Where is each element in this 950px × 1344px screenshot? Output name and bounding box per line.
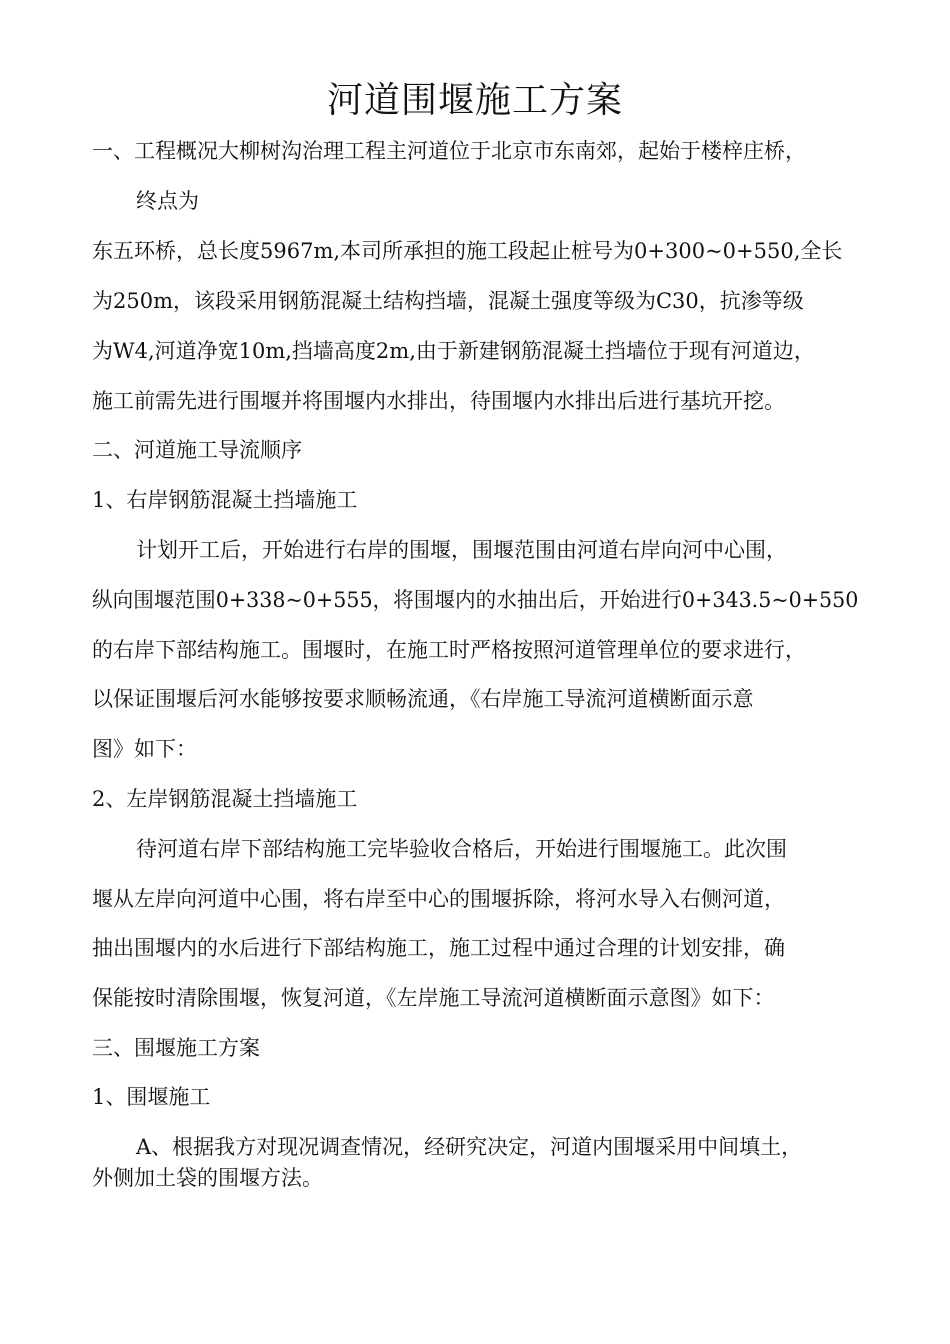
section3-sub1-line: A、根据我方对现况调查情况，经研究决定，河道内围堰采用中间填土， bbox=[136, 1135, 803, 1159]
page-title: 河道围堰施工方案 bbox=[326, 80, 623, 121]
section3-sub1-heading: 1、围堰施工 bbox=[92, 1085, 211, 1109]
section2-sub1-line: 的右岸下部结构施工。围堰时，在施工时严格按照河道管理单位的要求进行， bbox=[92, 638, 806, 662]
section2-sub2-line: 待河道右岸下部结构施工完毕验收合格后，开始进行围堰施工。此次围 bbox=[136, 837, 787, 861]
section2-heading: 二、河道施工导流顺序 bbox=[92, 438, 302, 462]
section1-line: 为250m，该段采用钢筋混凝土结构挡墙，混凝土强度等级为C30，抗渗等级 bbox=[92, 289, 804, 313]
section2-sub2-line: 保能按时清除围堰，恢复河道，《左岸施工导流河道横断面示意图》如下： bbox=[92, 986, 775, 1010]
section1-line: 终点为 bbox=[136, 189, 199, 213]
section1-line: 为W4,河道净宽10m,挡墙高度2m,由于新建钢筋混凝土挡墙位于现有河道边， bbox=[92, 339, 815, 363]
section2-sub1-line: 以保证围堰后河水能够按要求顺畅流通，《右岸施工导流河道横断面示意 bbox=[92, 687, 754, 711]
section1-line: 施工前需先进行围堰并将围堰内水排出，待围堰内水排出后进行基坑开挖。 bbox=[92, 389, 785, 413]
section2-sub1-line: 纵向围堰范围0+338~0+555，将围堰内的水抽出后，开始进行0+343.5~0+550 bbox=[92, 588, 859, 612]
section2-sub2-line: 堰从左岸向河道中心围，将右岸至中心的围堰拆除，将河水导入右侧河道， bbox=[92, 887, 785, 911]
section2-sub1-heading: 1、右岸钢筋混凝土挡墙施工 bbox=[92, 488, 358, 512]
section1-line: 东五环桥，总长度5967m,本司所承担的施工段起止桩号为0+300~0+550,全长 bbox=[92, 239, 843, 263]
section2-sub1-line: 图》如下： bbox=[92, 737, 197, 761]
section2-sub1-line: 计划开工后，开始进行右岸的围堰，围堰范围由河道右岸向河中心围， bbox=[136, 538, 787, 562]
section1-line: 一、工程概况大柳树沟治理工程主河道位于北京市东南郊，起始于楼梓庄桥， bbox=[92, 139, 806, 163]
section3-heading: 三、围堰施工方案 bbox=[92, 1036, 260, 1060]
section2-sub2-line: 抽出围堰内的水后进行下部结构施工，施工过程中通过合理的计划安排，确 bbox=[92, 936, 785, 960]
section2-sub2-heading: 2、左岸钢筋混凝土挡墙施工 bbox=[92, 787, 358, 811]
section3-sub1-line: 外侧加土袋的围堰方法。 bbox=[92, 1166, 323, 1190]
